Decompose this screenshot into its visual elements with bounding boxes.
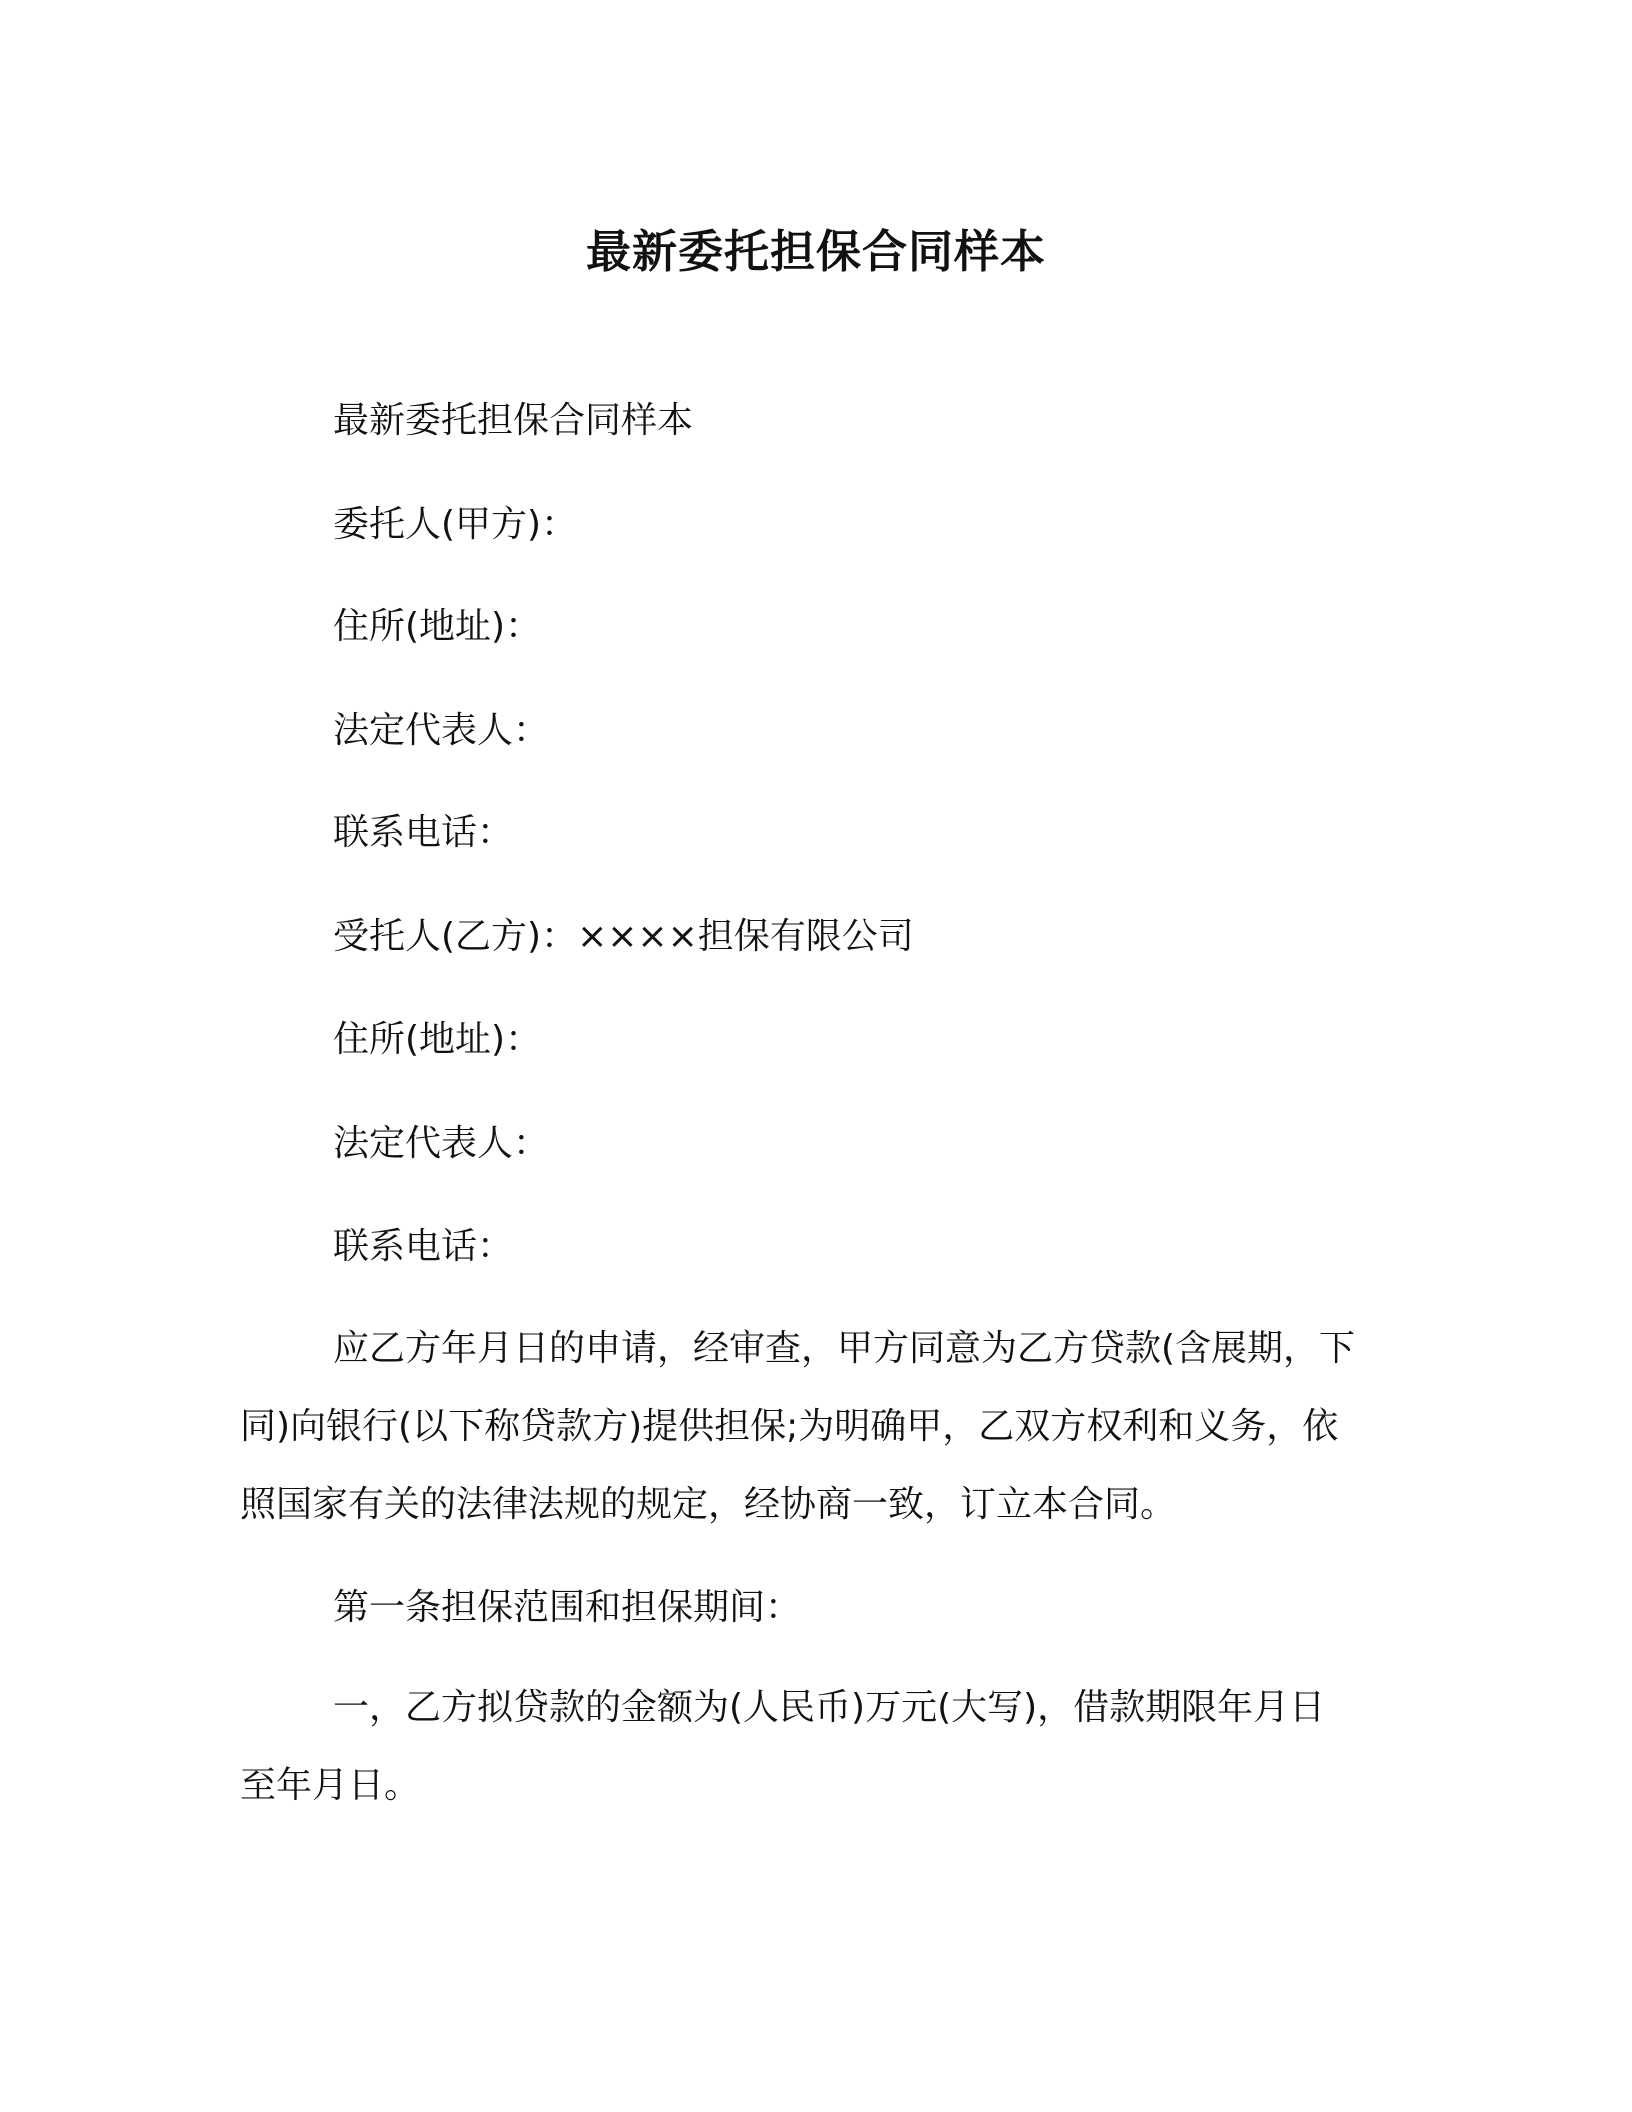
document-subtitle: 最新委托担保合同样本 <box>333 400 694 441</box>
party-b-address-label: 住所(地址)： <box>333 1019 542 1060</box>
article1-heading: 第一条担保范围和担保期间： <box>333 1587 802 1628</box>
document-title: 最新委托担保合同样本 <box>585 225 1046 278</box>
preamble-paragraph: 应乙方年月日的申请，经审查，甲方同意为乙方贷款(含展期，下同)向银行(以下称贷款方)提供担保;为明确甲，乙双方权利和义务，依照国家有关的法律法规的规定，经协商一致，订立本合同。 <box>240 1328 1356 1525</box>
party-a-phone-label: 联系电话： <box>333 812 514 853</box>
party-b-representative-label: 法定代表人： <box>333 1123 550 1164</box>
party-b-label: 受托人(乙方)：××××担保有限公司 <box>333 916 914 957</box>
article1-clause1: 一，乙方拟贷款的金额为(人民币)万元(大写)，借款期限年月日至年月日。 <box>240 1687 1326 1806</box>
party-a-representative-label: 法定代表人： <box>333 710 550 751</box>
party-b-phone-label: 联系电话： <box>333 1226 514 1267</box>
party-a-label: 委托人(甲方)： <box>333 504 578 545</box>
party-a-address-label: 住所(地址)： <box>333 606 542 647</box>
